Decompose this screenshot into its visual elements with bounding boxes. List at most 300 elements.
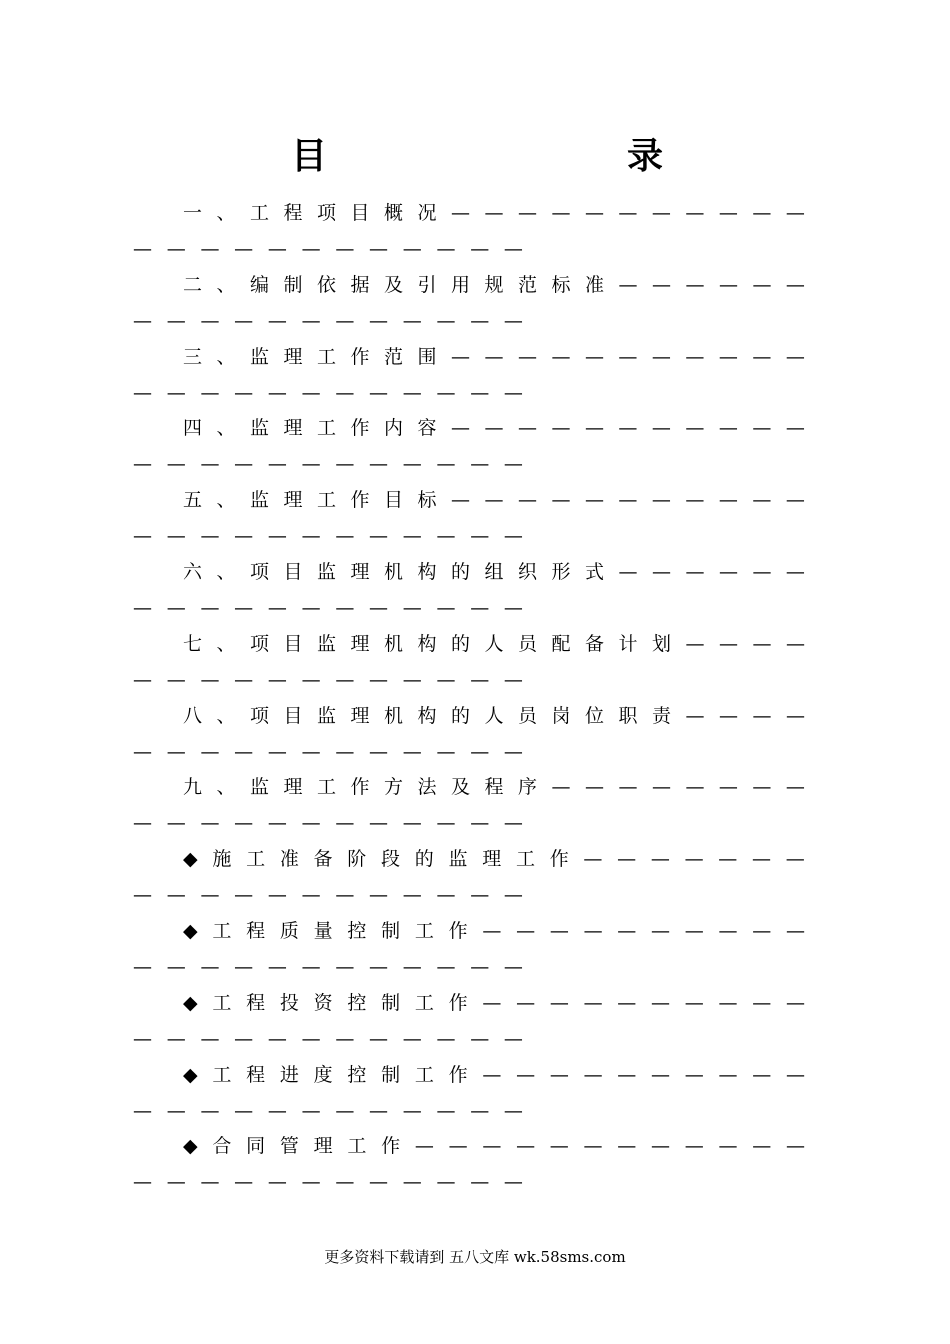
toc-entry-char: 、	[216, 489, 236, 512]
leader-dash: —	[718, 848, 738, 871]
toc-entry-title-line	[183, 1063, 805, 1087]
leader-dash: —	[402, 740, 422, 763]
leader-dash: —	[166, 309, 186, 332]
leader-dash: —	[200, 525, 220, 548]
leader-dash: —	[133, 668, 152, 691]
toc-entry-char: 、	[216, 273, 236, 296]
toc-entry-char: 理	[283, 345, 303, 368]
leader-dash: —	[470, 1099, 490, 1122]
toc-entry-char: 编	[250, 273, 270, 296]
leader-dash: —	[200, 597, 220, 619]
leader-dash: —	[133, 1171, 152, 1194]
leader-dash: —	[436, 453, 456, 476]
leader-dash: —	[618, 202, 638, 224]
leader-dash: —	[166, 453, 186, 476]
toc-entry-char: 容	[417, 417, 437, 440]
leader-dash: —	[234, 309, 254, 332]
toc-entry-char: 八	[183, 704, 203, 727]
leader-dash: —	[234, 740, 254, 763]
leader-dash: —	[200, 668, 220, 691]
toc-entry-char: 岗	[551, 704, 571, 727]
leader-dash: —	[166, 381, 186, 404]
leader-dash: —	[267, 1099, 287, 1122]
toc-entry-char: 阶	[347, 848, 367, 871]
toc-entry-title-line	[183, 991, 805, 1015]
leader-dash: —	[517, 417, 537, 440]
leader-dash: —	[369, 597, 389, 619]
leader-dash: —	[482, 1135, 502, 1158]
leader-dash: —	[234, 884, 254, 907]
leader-dash: —	[785, 489, 805, 512]
leader-dash: —	[166, 740, 186, 763]
leader-dash: —	[503, 1099, 523, 1122]
leader-dash: —	[484, 417, 504, 440]
leader-dash: —	[503, 381, 523, 404]
leader-dash: —	[684, 1135, 704, 1158]
toc-entry-leader-line	[133, 1099, 523, 1123]
leader-dash: —	[166, 812, 186, 835]
toc-entry-char: 项	[317, 202, 337, 224]
leader-dash: —	[470, 1027, 490, 1050]
toc-entry-char: 员	[518, 704, 538, 727]
leader-dash: —	[651, 920, 671, 942]
leader-dash: —	[200, 1027, 220, 1050]
leader-dash: —	[335, 812, 355, 835]
toc-entry-char: 理	[482, 848, 502, 871]
toc-entry-char: 三	[183, 345, 203, 368]
toc-entry	[0, 1063, 950, 1123]
toc-entry-char: 人	[484, 704, 504, 727]
leader-dash: —	[402, 381, 422, 404]
leader-dash: —	[451, 489, 470, 512]
toc-entry-char: 监	[250, 489, 270, 512]
toc-entry-char: 方	[384, 776, 404, 799]
toc-entry	[0, 632, 950, 692]
toc-entry-char: 责	[652, 704, 672, 727]
toc-entry-char: 控	[347, 920, 367, 942]
toc-entry-char: 作	[448, 1063, 468, 1086]
leader-dash: —	[200, 1171, 220, 1194]
leader-dash: —	[301, 1099, 321, 1122]
leader-dash: —	[718, 561, 738, 583]
leader-dash: —	[618, 561, 638, 583]
leader-dash: —	[752, 489, 772, 512]
toc-entry-char: 、	[216, 202, 236, 224]
leader-dash: —	[470, 740, 490, 763]
leader-dash: —	[503, 597, 523, 619]
leader-dash: —	[517, 489, 537, 512]
leader-dash: —	[301, 884, 321, 907]
leader-dash: —	[718, 1063, 738, 1086]
toc-entry-char: 监	[317, 561, 337, 583]
leader-dash: —	[234, 453, 254, 476]
leader-dash: —	[718, 345, 738, 368]
toc-entry-char: 作	[549, 848, 569, 871]
leader-dash: —	[267, 956, 287, 978]
leader-dash: —	[200, 309, 220, 332]
toc-entry-char: 作	[350, 417, 370, 440]
toc-entry-char: 备	[585, 632, 605, 655]
toc-entry-char: 二	[183, 273, 203, 296]
toc-entry-char: 五	[183, 489, 203, 512]
leader-dash: —	[267, 238, 287, 260]
toc-entry-char: 监	[250, 345, 270, 368]
leader-dash: —	[617, 1063, 637, 1086]
toc-entry-char: 工	[317, 776, 337, 799]
toc-entry-leader-line	[133, 1027, 523, 1051]
toc-entry-char: 六	[183, 561, 203, 583]
leader-dash: —	[267, 309, 287, 332]
leader-dash: —	[685, 776, 705, 799]
leader-dash: —	[785, 273, 805, 296]
leader-dash: —	[402, 1171, 422, 1194]
toc-entry-char: 的	[451, 561, 471, 583]
toc-entry-leader-line	[133, 452, 523, 476]
leader-dash: —	[470, 238, 490, 260]
leader-dash: —	[470, 884, 490, 907]
toc-entry-char: 工	[246, 848, 266, 871]
toc-entry-char: 职	[618, 704, 638, 727]
leader-dash: —	[267, 525, 287, 548]
leader-dash: —	[369, 1099, 389, 1122]
bullet-diamond-icon: ◆	[183, 1063, 198, 1086]
toc-entry-char: 程	[246, 991, 266, 1014]
toc-entry-char: 七	[183, 632, 203, 655]
leader-dash: —	[451, 202, 470, 224]
leader-dash: —	[402, 597, 422, 619]
leader-dash: —	[470, 525, 490, 548]
toc-entry	[0, 345, 950, 405]
leader-dash: —	[301, 309, 321, 332]
leader-dash: —	[200, 740, 220, 763]
page-title: 目 录	[290, 135, 739, 177]
toc-entry-char: 四	[183, 417, 203, 440]
toc-entry-char: 理	[283, 776, 303, 799]
toc-entry-title-line	[183, 632, 805, 656]
leader-dash: —	[651, 345, 671, 368]
toc-entry-char: 资	[313, 991, 333, 1014]
leader-dash: —	[685, 561, 705, 583]
bullet-diamond-icon: ◆	[183, 848, 198, 871]
leader-dash: —	[785, 345, 805, 368]
leader-dash: —	[618, 273, 638, 296]
toc-entry-char: 围	[417, 345, 437, 368]
leader-dash: —	[267, 740, 287, 763]
leader-dash: —	[785, 561, 805, 583]
toc-entry-char: 位	[585, 704, 605, 727]
leader-dash: —	[234, 1171, 254, 1194]
toc-entry-char: 引	[417, 273, 437, 296]
toc-entry-char: 、	[216, 561, 236, 583]
leader-dash: —	[133, 812, 152, 835]
leader-dash: —	[234, 668, 254, 691]
toc-entry	[0, 560, 950, 620]
leader-dash: —	[651, 273, 671, 296]
toc-entry-char: 目	[350, 202, 370, 224]
toc-entry-char: 施	[212, 848, 232, 871]
leader-dash: —	[369, 740, 389, 763]
toc-entry-char: 划	[652, 632, 672, 655]
leader-dash: —	[549, 1135, 569, 1158]
toc-entry-title-line	[183, 919, 805, 943]
toc-entry-char: 理	[350, 561, 370, 583]
leader-dash: —	[436, 381, 456, 404]
leader-dash: —	[685, 345, 705, 368]
leader-dash: —	[166, 597, 186, 619]
leader-dash: —	[301, 525, 321, 548]
leader-dash: —	[267, 812, 287, 835]
leader-dash: —	[503, 668, 523, 691]
leader-dash: —	[684, 991, 704, 1014]
leader-dash: —	[718, 273, 738, 296]
leader-dash: —	[470, 381, 490, 404]
leader-dash: —	[133, 381, 152, 404]
toc-entry-title-line	[183, 345, 805, 369]
toc-entry-char: 规	[484, 273, 504, 296]
leader-dash: —	[436, 740, 456, 763]
toc-entry	[0, 1134, 950, 1194]
toc-entry-char: 程	[246, 1063, 266, 1086]
toc-entry-char: 工	[414, 920, 434, 942]
leader-dash: —	[685, 202, 705, 224]
leader-dash: —	[718, 1135, 738, 1158]
leader-dash: —	[503, 238, 523, 260]
leader-dash: —	[200, 238, 220, 260]
toc-entry-leader-line	[133, 524, 523, 548]
leader-dash: —	[583, 991, 603, 1014]
leader-dash: —	[133, 597, 152, 619]
leader-dash: —	[549, 1063, 569, 1086]
leader-dash: —	[369, 812, 389, 835]
toc-entry-char: 程	[283, 202, 303, 224]
toc-entry-char: 构	[417, 561, 437, 583]
leader-dash: —	[651, 561, 671, 583]
leader-dash: —	[301, 597, 321, 619]
toc-entry-char: 控	[347, 1063, 367, 1086]
leader-dash: —	[584, 345, 604, 368]
toc-entry-char: 九	[183, 776, 203, 799]
leader-dash: —	[301, 812, 321, 835]
leader-dash: —	[718, 920, 738, 942]
leader-dash: —	[267, 1027, 287, 1050]
leader-dash: —	[436, 1099, 456, 1122]
leader-dash: —	[651, 991, 671, 1014]
bullet-diamond-icon: ◆	[183, 1135, 198, 1158]
toc-entry-char: 监	[448, 848, 468, 871]
toc-entry-char: 工	[317, 345, 337, 368]
toc-entry-char: 程	[484, 776, 504, 799]
leader-dash: —	[335, 597, 355, 619]
leader-dash: —	[301, 668, 321, 691]
toc-entry-char: 工	[414, 1063, 434, 1086]
leader-dash: —	[516, 991, 536, 1014]
toc-entry-char: 依	[317, 273, 337, 296]
leader-dash: —	[651, 1135, 670, 1158]
leader-dash: —	[551, 202, 571, 224]
leader-dash: —	[301, 956, 321, 978]
toc-entry-char: 工	[317, 417, 337, 440]
toc-entry-char: 况	[417, 202, 437, 224]
leader-dash: —	[718, 704, 738, 727]
leader-dash: —	[133, 1099, 152, 1122]
leader-dash: —	[402, 812, 422, 835]
leader-dash: —	[200, 884, 220, 907]
leader-dash: —	[685, 704, 705, 727]
leader-dash: —	[684, 848, 704, 871]
leader-dash: —	[583, 1135, 603, 1158]
leader-dash: —	[200, 453, 220, 476]
leader-dash: —	[402, 884, 422, 907]
toc-entry-leader-line	[133, 811, 523, 835]
leader-dash: —	[402, 956, 422, 978]
leader-dash: —	[651, 1063, 671, 1086]
leader-dash: —	[785, 1063, 805, 1086]
leader-dash: —	[650, 848, 670, 871]
leader-dash: —	[551, 345, 571, 368]
toc-entry-char: 工	[212, 920, 232, 942]
toc-entry-leader-line	[133, 237, 523, 261]
leader-dash: —	[335, 1171, 355, 1194]
toc-entry-char: 据	[350, 273, 370, 296]
leader-dash: —	[335, 884, 355, 907]
toc-entry	[0, 416, 950, 476]
leader-dash: —	[583, 848, 603, 871]
leader-dash: —	[369, 668, 389, 691]
leader-dash: —	[503, 453, 523, 476]
toc-entry-char: 及	[451, 776, 471, 799]
leader-dash: —	[335, 668, 355, 691]
leader-dash: —	[752, 704, 772, 727]
leader-dash: —	[752, 632, 772, 655]
toc-entry-char: 序	[518, 776, 538, 799]
leader-dash: —	[301, 238, 321, 260]
toc-entry-char: 及	[384, 273, 404, 296]
toc-entry-char: 段	[381, 848, 401, 871]
leader-dash: —	[551, 489, 571, 512]
toc-entry-char: 范	[518, 273, 538, 296]
leader-dash: —	[234, 381, 254, 404]
toc-entry-leader-line	[133, 883, 523, 907]
toc-entry-char: 工	[317, 489, 337, 512]
leader-dash: —	[436, 525, 456, 548]
toc-entry-char: 范	[384, 345, 404, 368]
toc-entry-title-line	[183, 201, 805, 225]
leader-dash: —	[335, 1099, 355, 1122]
leader-dash: —	[482, 1063, 502, 1086]
toc-entry-char: 的	[451, 632, 471, 655]
toc-entry-char: 理	[283, 417, 303, 440]
leader-dash: —	[234, 525, 254, 548]
leader-dash: —	[470, 1171, 490, 1194]
toc-entry-char: 项	[250, 561, 270, 583]
toc-entry-char: 投	[279, 991, 299, 1014]
leader-dash: —	[752, 202, 772, 224]
leader-dash: —	[583, 1063, 603, 1086]
leader-dash: —	[267, 884, 287, 907]
toc-entry-char: 作	[448, 920, 468, 942]
toc-entry-char: 制	[381, 991, 401, 1014]
toc-entry-char: 理	[350, 704, 370, 727]
leader-dash: —	[335, 956, 355, 978]
leader-dash: —	[133, 453, 152, 476]
leader-dash: —	[684, 1063, 704, 1086]
toc-entry-char: 、	[216, 776, 236, 799]
leader-dash: —	[402, 453, 422, 476]
toc-entry-char: 工	[250, 202, 270, 224]
toc-entry-char: 管	[279, 1135, 299, 1158]
leader-dash: —	[516, 1135, 536, 1158]
leader-dash: —	[133, 956, 152, 978]
toc-entry-char: 目	[283, 561, 303, 583]
leader-dash: —	[402, 238, 422, 260]
leader-dash: —	[436, 597, 456, 619]
toc-entry-title-line	[183, 1134, 805, 1158]
bullet-diamond-icon: ◆	[183, 991, 198, 1014]
toc-entry-char: 理	[313, 1135, 333, 1158]
toc-entry-char: 项	[250, 632, 270, 655]
leader-dash: —	[651, 489, 671, 512]
leader-dash: —	[685, 489, 705, 512]
leader-dash: —	[470, 956, 490, 978]
leader-dash: —	[617, 848, 637, 871]
toc-entry-char: 的	[451, 704, 471, 727]
leader-dash: —	[618, 776, 638, 799]
toc-entry-char: 工	[212, 1063, 232, 1086]
leader-dash: —	[200, 956, 220, 978]
leader-dash: —	[503, 740, 523, 763]
leader-dash: —	[234, 1027, 254, 1050]
toc-entry	[0, 201, 950, 261]
toc-entry-leader-line	[133, 740, 523, 764]
toc-entry-char: 计	[618, 632, 638, 655]
toc-entry-char: 、	[216, 704, 236, 727]
leader-dash: —	[436, 1171, 456, 1194]
leader-dash: —	[503, 956, 523, 978]
leader-dash: —	[651, 202, 671, 224]
toc-entry-leader-line	[133, 955, 523, 979]
leader-dash: —	[267, 453, 287, 476]
toc-entry-char: 、	[216, 417, 236, 440]
leader-dash: —	[651, 776, 671, 799]
leader-dash: —	[684, 920, 704, 942]
toc-entry	[0, 488, 950, 548]
leader-dash: —	[335, 381, 355, 404]
toc-entry-char: 织	[518, 561, 538, 583]
leader-dash: —	[166, 884, 186, 907]
toc-entry-char: 质	[279, 920, 299, 942]
leader-dash: —	[335, 453, 355, 476]
leader-dash: —	[369, 453, 389, 476]
toc-entry-char: 监	[250, 776, 270, 799]
toc-entry-char: 目	[384, 489, 404, 512]
leader-dash: —	[718, 489, 738, 512]
toc-entry-char: 制	[381, 920, 401, 942]
toc-entry-char: 概	[384, 202, 404, 224]
leader-dash: —	[448, 1135, 468, 1158]
toc-entry-leader-line	[133, 1170, 523, 1194]
leader-dash: —	[166, 668, 186, 691]
leader-dash: —	[402, 309, 422, 332]
toc-entry-char: 的	[414, 848, 434, 871]
bullet-diamond-icon: ◆	[183, 920, 198, 942]
leader-dash: —	[484, 345, 504, 368]
toc-entry-char: 、	[216, 345, 236, 368]
leader-dash: —	[133, 525, 152, 548]
toc-entry-char: 机	[384, 704, 404, 727]
toc-entry-char: 作	[350, 489, 370, 512]
toc-entry-char: 构	[417, 704, 437, 727]
leader-dash: —	[436, 1027, 456, 1050]
